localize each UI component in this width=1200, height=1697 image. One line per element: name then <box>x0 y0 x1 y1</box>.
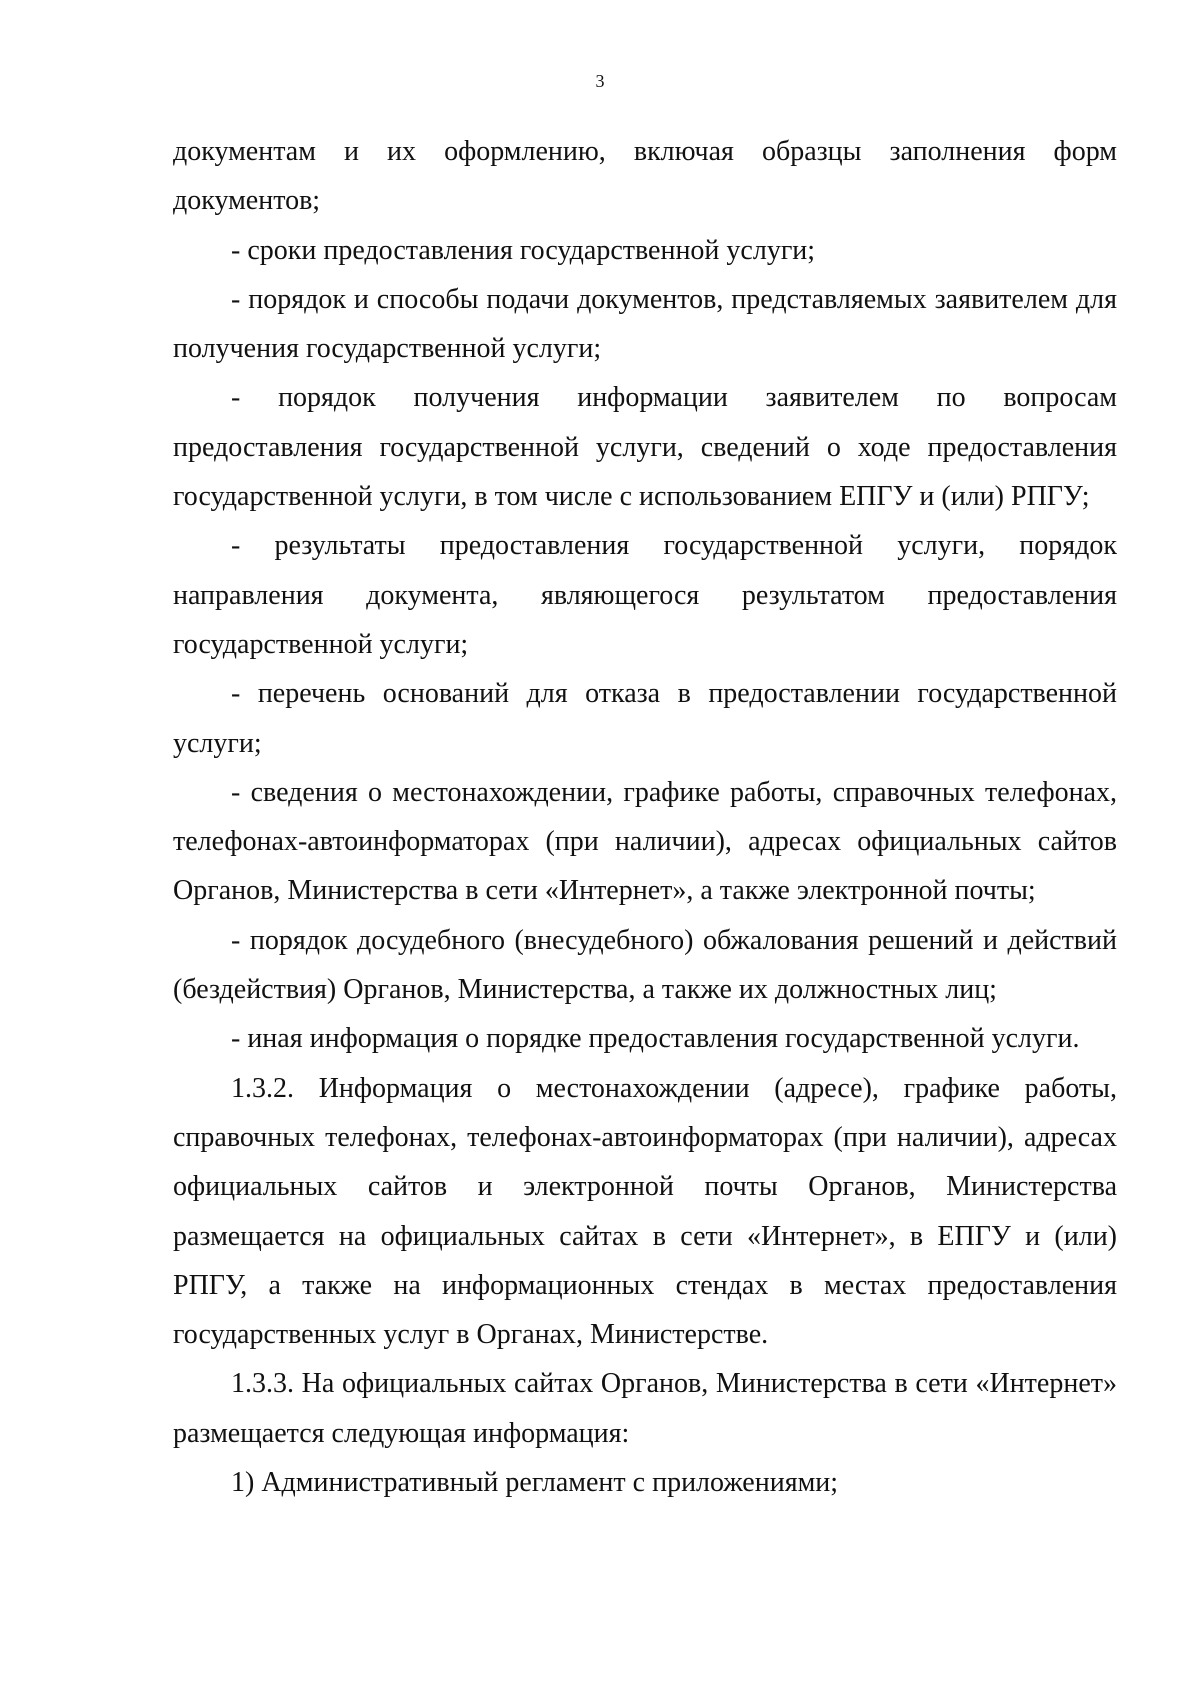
paragraph-information-procedure: - порядок получения информации заявителем по вопросам предоставления государственной услуги, сведений о ходе предоставления государственной услуги, в том числе с использованием ЕПГУ и (или) РПГУ; <box>173 382 1117 513</box>
paragraph-submission-methods: - порядок и способы подачи документов, представляемых заявителем для получения государственной услуги; <box>173 283 1117 365</box>
page-number: 3 <box>595 71 605 91</box>
paragraph-section-1-3-3: 1.3.3. На официальных сайтах Органов, Министерства в сети «Интернет» размещается следующая информация: <box>173 1368 1117 1449</box>
paragraph-other-information: - иная информация о порядке предоставления государственной услуги. <box>231 1023 1080 1055</box>
paragraph-service-terms: - сроки предоставления государственной услуги; <box>231 234 816 266</box>
document-body <box>173 127 1117 1507</box>
paragraph-refusal-grounds: - перечень оснований для отказа в предоставлении государственной услуги; <box>173 678 1117 759</box>
paragraph-appeal-procedure: - порядок досудебного (внесудебного) обжалования решений и действий (бездействия) Органов, Министерства, а также их должностных лиц; <box>173 924 1117 1006</box>
paragraph-location-contacts: - сведения о местонахождении, графике работы, справочных телефонах, телефонах-автоинформаторах (при наличии), адресах официальных сайтов Органов, Министерства в сети «Интернет», а также электронной почты; <box>173 776 1117 907</box>
paragraph-section-1-3-2: 1.3.2. Информация о местонахождении (адресе), графике работы, справочных телефонах, телефонах-автоинформаторах (при наличии), адресах официальных сайтов и электронной почты Органов, Министерства размещается на официальных сайтах в сети «Интернет», в ЕПГУ и (или) РПГУ, а также на информационных стендах в местах предоставления государственных услуг в Органах, Министерстве. <box>173 1072 1117 1351</box>
paragraph-documents-continuation: документам и их оформлению, включая образцы заполнения форм документов; <box>173 136 1117 217</box>
paragraph-service-results: - результаты предоставления государственной услуги, порядок направления документа, являющегося результатом предоставления государственной услуги; <box>173 530 1117 660</box>
list-item-regulation: 1) Административный регламент с приложениями; <box>231 1467 839 1499</box>
